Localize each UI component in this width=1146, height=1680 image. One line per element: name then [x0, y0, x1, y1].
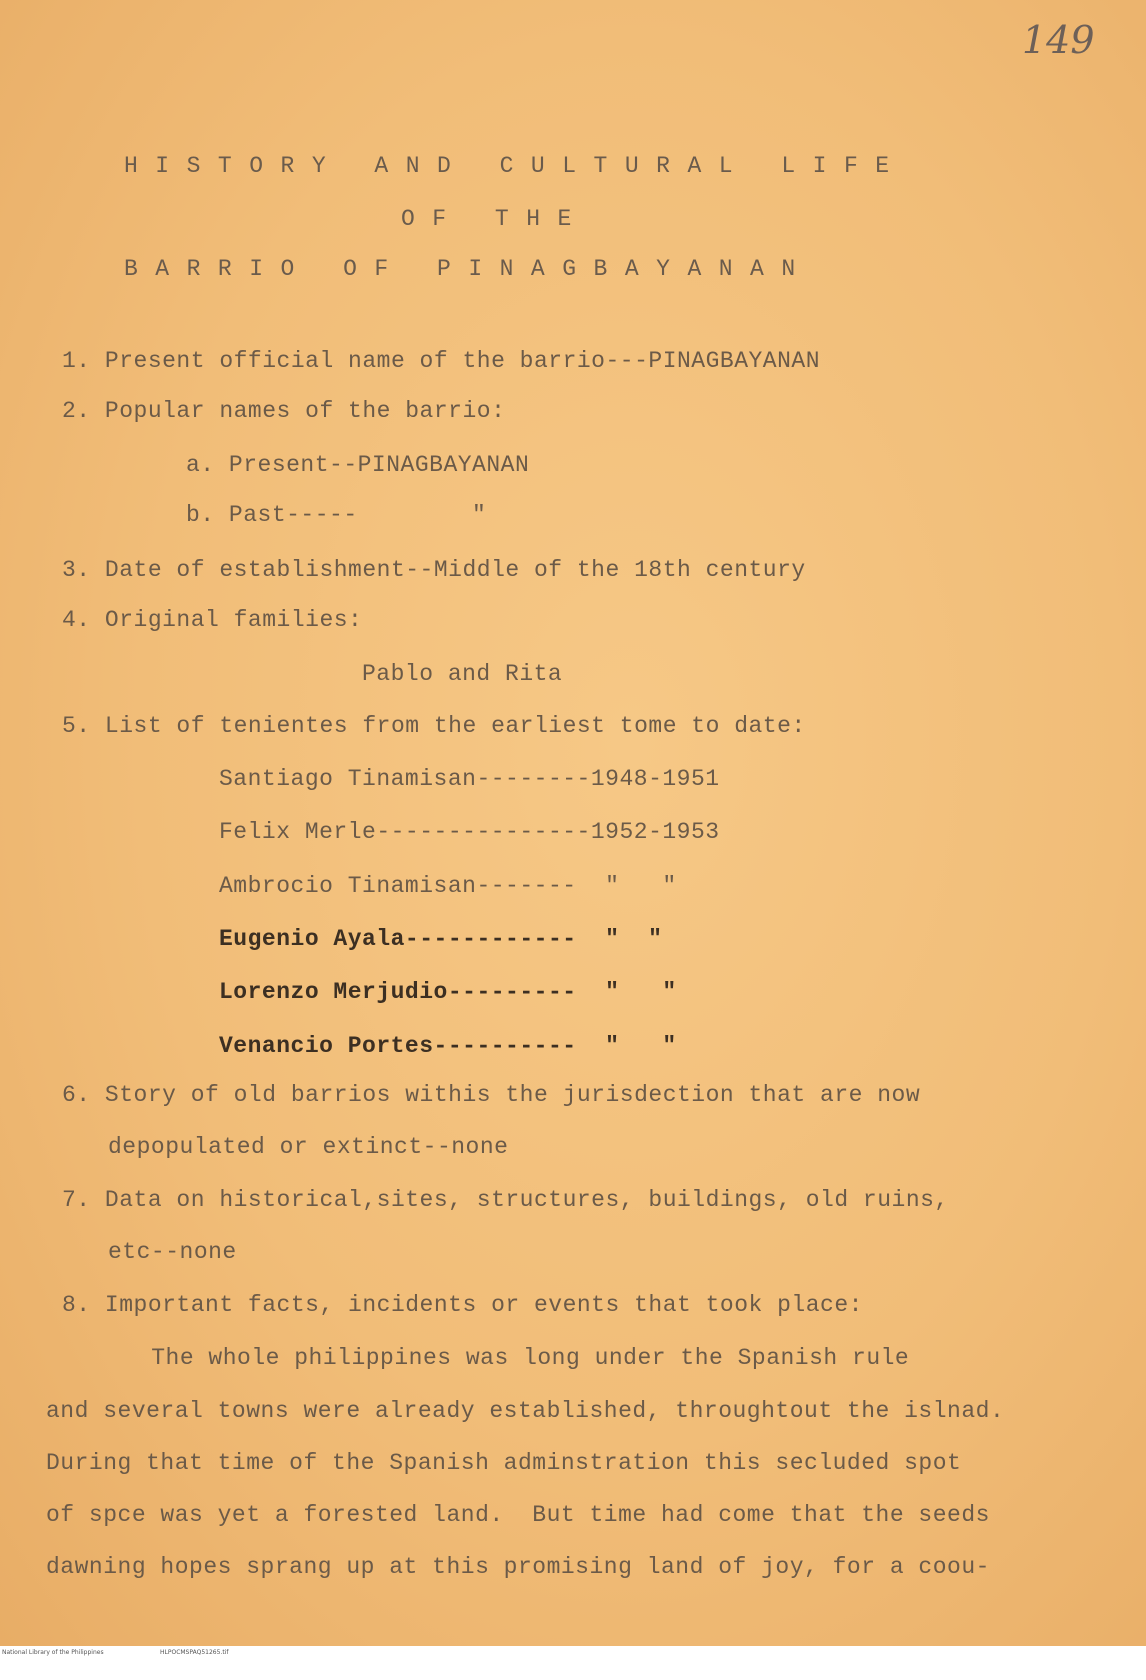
item-6-continuation: depopulated or extinct--none	[108, 1134, 509, 1160]
item-7-historical-sites: 7. Data on historical,sites, structures, buildings, old ruins,	[62, 1187, 949, 1213]
page-number: 149	[1022, 18, 1095, 62]
title-line-1: HISTORY AND CULTURAL LIFE	[124, 153, 907, 179]
original-families-names: Pablo and Rita	[362, 661, 563, 687]
teniente-entry: Eugenio Ayala------------ " "	[219, 926, 663, 952]
title-line-2: OF THE	[401, 206, 589, 232]
narrative-line: The whole philippines was long under the Spanish rule	[94, 1345, 910, 1371]
narrative-line: of spce was yet a forested land. But time had come that the seeds	[46, 1502, 990, 1528]
item-7-continuation: etc--none	[108, 1239, 237, 1265]
teniente-entry: Venancio Portes---------- " "	[219, 1033, 677, 1059]
narrative-line: During that time of the Spanish adminstration this secluded spot	[46, 1450, 962, 1476]
footer-filename: HLPOCMSPAQ51265.tif	[160, 1649, 229, 1656]
item-6-old-barrios: 6. Story of old barrios withis the jurisdection that are now	[62, 1082, 921, 1108]
title-line-3: BARRIO OF PINAGBAYANAN	[124, 256, 813, 282]
item-2a-present: a. Present--PINAGBAYANAN	[186, 452, 530, 478]
teniente-entry: Felix Merle---------------1952-1953	[219, 819, 720, 845]
item-5-tenientes: 5. List of tenientes from the earliest tome to date:	[62, 713, 806, 739]
item-4-original-families: 4. Original families:	[62, 607, 363, 633]
item-2b-past: b. Past----- "	[186, 502, 487, 528]
narrative-line: and several towns were already established, throughtout the islnad.	[46, 1398, 1005, 1424]
scan-footer	[0, 1647, 1146, 1658]
item-1-official-name: 1. Present official name of the barrio---PINAGBAYANAN	[62, 348, 821, 374]
teniente-entry: Santiago Tinamisan--------1948-1951	[219, 766, 720, 792]
narrative-line: dawning hopes sprang up at this promising land of joy, for a coou-	[46, 1554, 990, 1580]
item-2-popular-names: 2. Popular names of the barrio:	[62, 398, 506, 424]
item-3-establishment: 3. Date of establishment--Middle of the 18th century	[62, 557, 806, 583]
teniente-entry: Lorenzo Merjudio--------- " "	[219, 979, 677, 1005]
teniente-entry: Ambrocio Tinamisan------- " "	[219, 873, 677, 899]
footer-library: National Library of the Philippines	[2, 1649, 104, 1656]
item-8-important-facts: 8. Important facts, incidents or events that took place:	[62, 1292, 863, 1318]
